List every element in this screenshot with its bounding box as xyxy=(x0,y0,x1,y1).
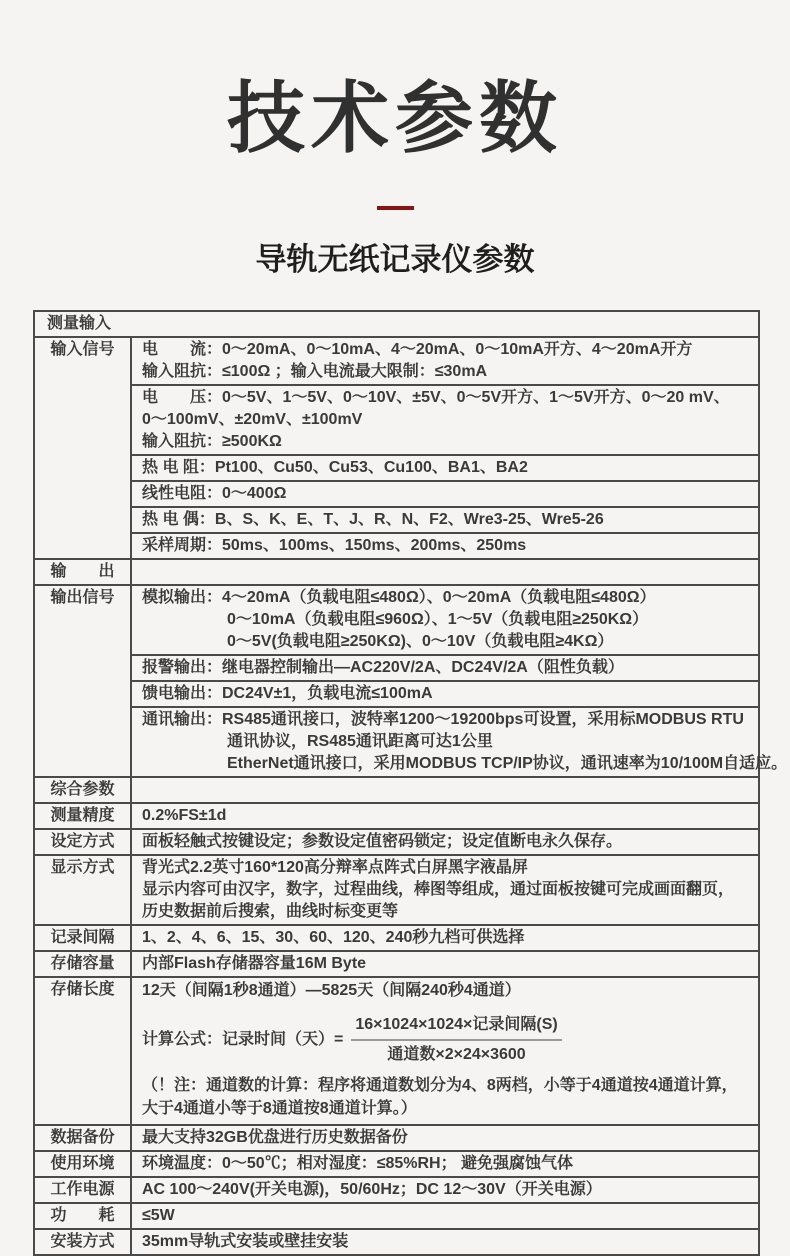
row-value-group xyxy=(132,338,758,558)
row-label: 测量精度 xyxy=(35,804,132,828)
row-label: 显示方式 xyxy=(35,856,132,924)
row-value-group xyxy=(132,586,788,776)
spec-line: 显示内容可由汉字，数字，过程曲线，棒图等组成，通过面板按键可完成画面翻页， xyxy=(142,880,735,898)
accent-divider xyxy=(377,206,414,210)
spec-line: 输入阻抗：≥500KΩ xyxy=(142,432,282,450)
record-time-formula xyxy=(142,1014,758,1066)
row-storage-length xyxy=(35,976,758,1124)
row-label: 使用环境 xyxy=(35,1152,132,1176)
row-power-consumption xyxy=(35,1202,758,1228)
subrow-comm-output xyxy=(132,706,788,776)
spec-line: 报警输出：继电器控制输出—AC220V/2A、DC24V/2A（阻性负载） xyxy=(142,658,624,676)
row-label: 输出信号 xyxy=(35,586,132,776)
row-label: 存储长度 xyxy=(35,978,132,1124)
fraction-numerator: 16×1024×1024×记录间隔(S) xyxy=(351,1014,561,1041)
row-label: 输入信号 xyxy=(35,338,132,558)
spec-line: 电 压：0～5V、1～5V、0～10V、±5V、0～5V开方、1～5V开方、0～20 mV、 xyxy=(142,388,730,406)
row-storage-capacity xyxy=(35,950,758,976)
spec-line: 0～100mV、±20mV、±100mV xyxy=(142,410,363,428)
spec-line: 0～10mA（负载电阻≤960Ω）、1～5V（负载电阻≥250KΩ） xyxy=(227,610,649,628)
row-accuracy xyxy=(35,802,758,828)
row-label: 工作电源 xyxy=(35,1178,132,1202)
page-title: 技术参数 xyxy=(226,74,563,162)
spec-line: 馈电输出：DC24V±1，负载电流≤100mA xyxy=(142,684,433,702)
row-measurement-input xyxy=(35,312,758,336)
row-general-parameters xyxy=(35,776,758,802)
row-data-backup xyxy=(35,1124,758,1150)
row-value: 35mm导轨式安装或壁挂安装 xyxy=(142,1232,349,1250)
subrow-rtd xyxy=(132,454,758,480)
row-display-method xyxy=(35,854,758,924)
subrow-feed-output xyxy=(132,680,758,706)
row-label: 安装方式 xyxy=(35,1230,132,1254)
row-installation xyxy=(35,1228,758,1254)
row-output-signal xyxy=(35,584,788,776)
row-label: 存储容量 xyxy=(35,952,132,976)
page-subtitle: 导轨无纸记录仪参数 xyxy=(255,241,535,277)
row-value: AC 100～240V(开关电源)，50/60Hz；DC 12～30V（开关电源） xyxy=(142,1180,602,1198)
subrow-thermocouple xyxy=(132,506,758,532)
row-label: 功 耗 xyxy=(35,1204,132,1228)
spec-line: 历史数据前后搜索，曲线时标变更等 xyxy=(142,902,399,920)
row-environment xyxy=(35,1150,758,1176)
row-value: ≤5W xyxy=(142,1206,175,1224)
row-power-supply xyxy=(35,1176,758,1202)
row-label: 记录间隔 xyxy=(35,926,132,950)
row-value: 环境温度：0～50℃；相对湿度：≤85%RH； 避免强腐蚀气体 xyxy=(142,1154,574,1172)
row-label: 数据备份 xyxy=(35,1126,132,1150)
spec-table xyxy=(33,310,788,1256)
row-value: 内部Flash存储器容量16M Byte xyxy=(142,954,367,972)
spec-line: 0～5V(负载电阻≥250KΩ)、0～10V（负载电阻≥4KΩ） xyxy=(227,632,614,650)
subrow-sampling-period xyxy=(132,532,758,558)
row-label: 设定方式 xyxy=(35,830,132,854)
row-output xyxy=(35,558,758,584)
spec-line: 通讯协议，RS485通讯距离可达1公里 xyxy=(227,732,493,750)
spec-line: 线性电阻：0～400Ω xyxy=(142,484,287,502)
row-value xyxy=(132,778,142,802)
formula-fraction xyxy=(351,1014,561,1066)
row-value: 1、2、4、6、15、30、60、120、240秒九档可供选择 xyxy=(142,928,525,946)
spec-line: 热 电 偶：B、S、K、E、T、J、R、N、F2、Wre3-25、Wre5-26 xyxy=(142,510,604,528)
row-value: 面板轻触式按键设定；参数设定值密码锁定；设定值断电永久保存。 xyxy=(142,832,623,850)
spec-line: EtherNet通讯接口，采用MODBUS TCP/IP协议，通讯速率为10/100M自适应。 xyxy=(227,754,788,772)
row-label: 输 出 xyxy=(35,560,132,584)
formula-note-line: 大于4通道小等于8通道按8通道计算。） xyxy=(142,1099,417,1117)
spec-line: 模拟输出：4～20mA（负载电阻≤480Ω）、0～20mA（负载电阻≤480Ω） xyxy=(142,588,656,606)
row-value-formula xyxy=(132,978,758,1124)
row-value-multiline xyxy=(132,856,758,924)
row-setting-method xyxy=(35,828,758,854)
row-input-signal xyxy=(35,336,758,558)
row-value xyxy=(132,560,142,584)
subrow-alarm-output xyxy=(132,654,758,680)
spec-line: 背光式2.2英寸160*120高分辩率点阵式白屏黑字液晶屏 xyxy=(142,858,528,876)
spec-line: 通讯输出：RS485通讯接口，波特率1200～19200bps可设置，采用标MODBUS RTU xyxy=(142,710,744,728)
subrow-voltage xyxy=(132,384,758,454)
subrow-linear-resistance xyxy=(132,480,758,506)
storage-range-line: 12天（间隔1秒8通道）—5825天（间隔240秒4通道） xyxy=(142,981,521,999)
formula-prefix: 计算公式：记录时间（天）= xyxy=(142,1030,344,1048)
row-value: 0.2%FS±1d xyxy=(142,806,227,824)
subrow-current xyxy=(132,338,758,384)
row-value: 最大支持32GB优盘进行历史数据备份 xyxy=(142,1128,408,1146)
fraction-denominator: 通道数×2×24×3600 xyxy=(387,1045,526,1063)
row-record-interval xyxy=(35,924,758,950)
row-label: 测量输入 xyxy=(47,314,112,332)
spec-line: 热 电 阻：Pt100、Cu50、Cu53、Cu100、BA1、BA2 xyxy=(142,458,528,476)
spec-line: 采样周期：50ms、100ms、150ms、200ms、250ms xyxy=(142,536,527,554)
formula-note-line: （！注：通道数的计算：程序将通道数划分为4、8两档，小等于4通道按4通道计算， xyxy=(142,1076,738,1094)
spec-line: 电 流：0～20mA、0～10mA、4～20mA、0～10mA开方、4～20mA开方 xyxy=(142,340,693,358)
spec-line: 输入阻抗：≤100Ω ；输入电流最大限制：≤30mA xyxy=(142,362,488,380)
row-label: 综合参数 xyxy=(35,778,132,802)
subrow-analog-output xyxy=(132,586,758,654)
